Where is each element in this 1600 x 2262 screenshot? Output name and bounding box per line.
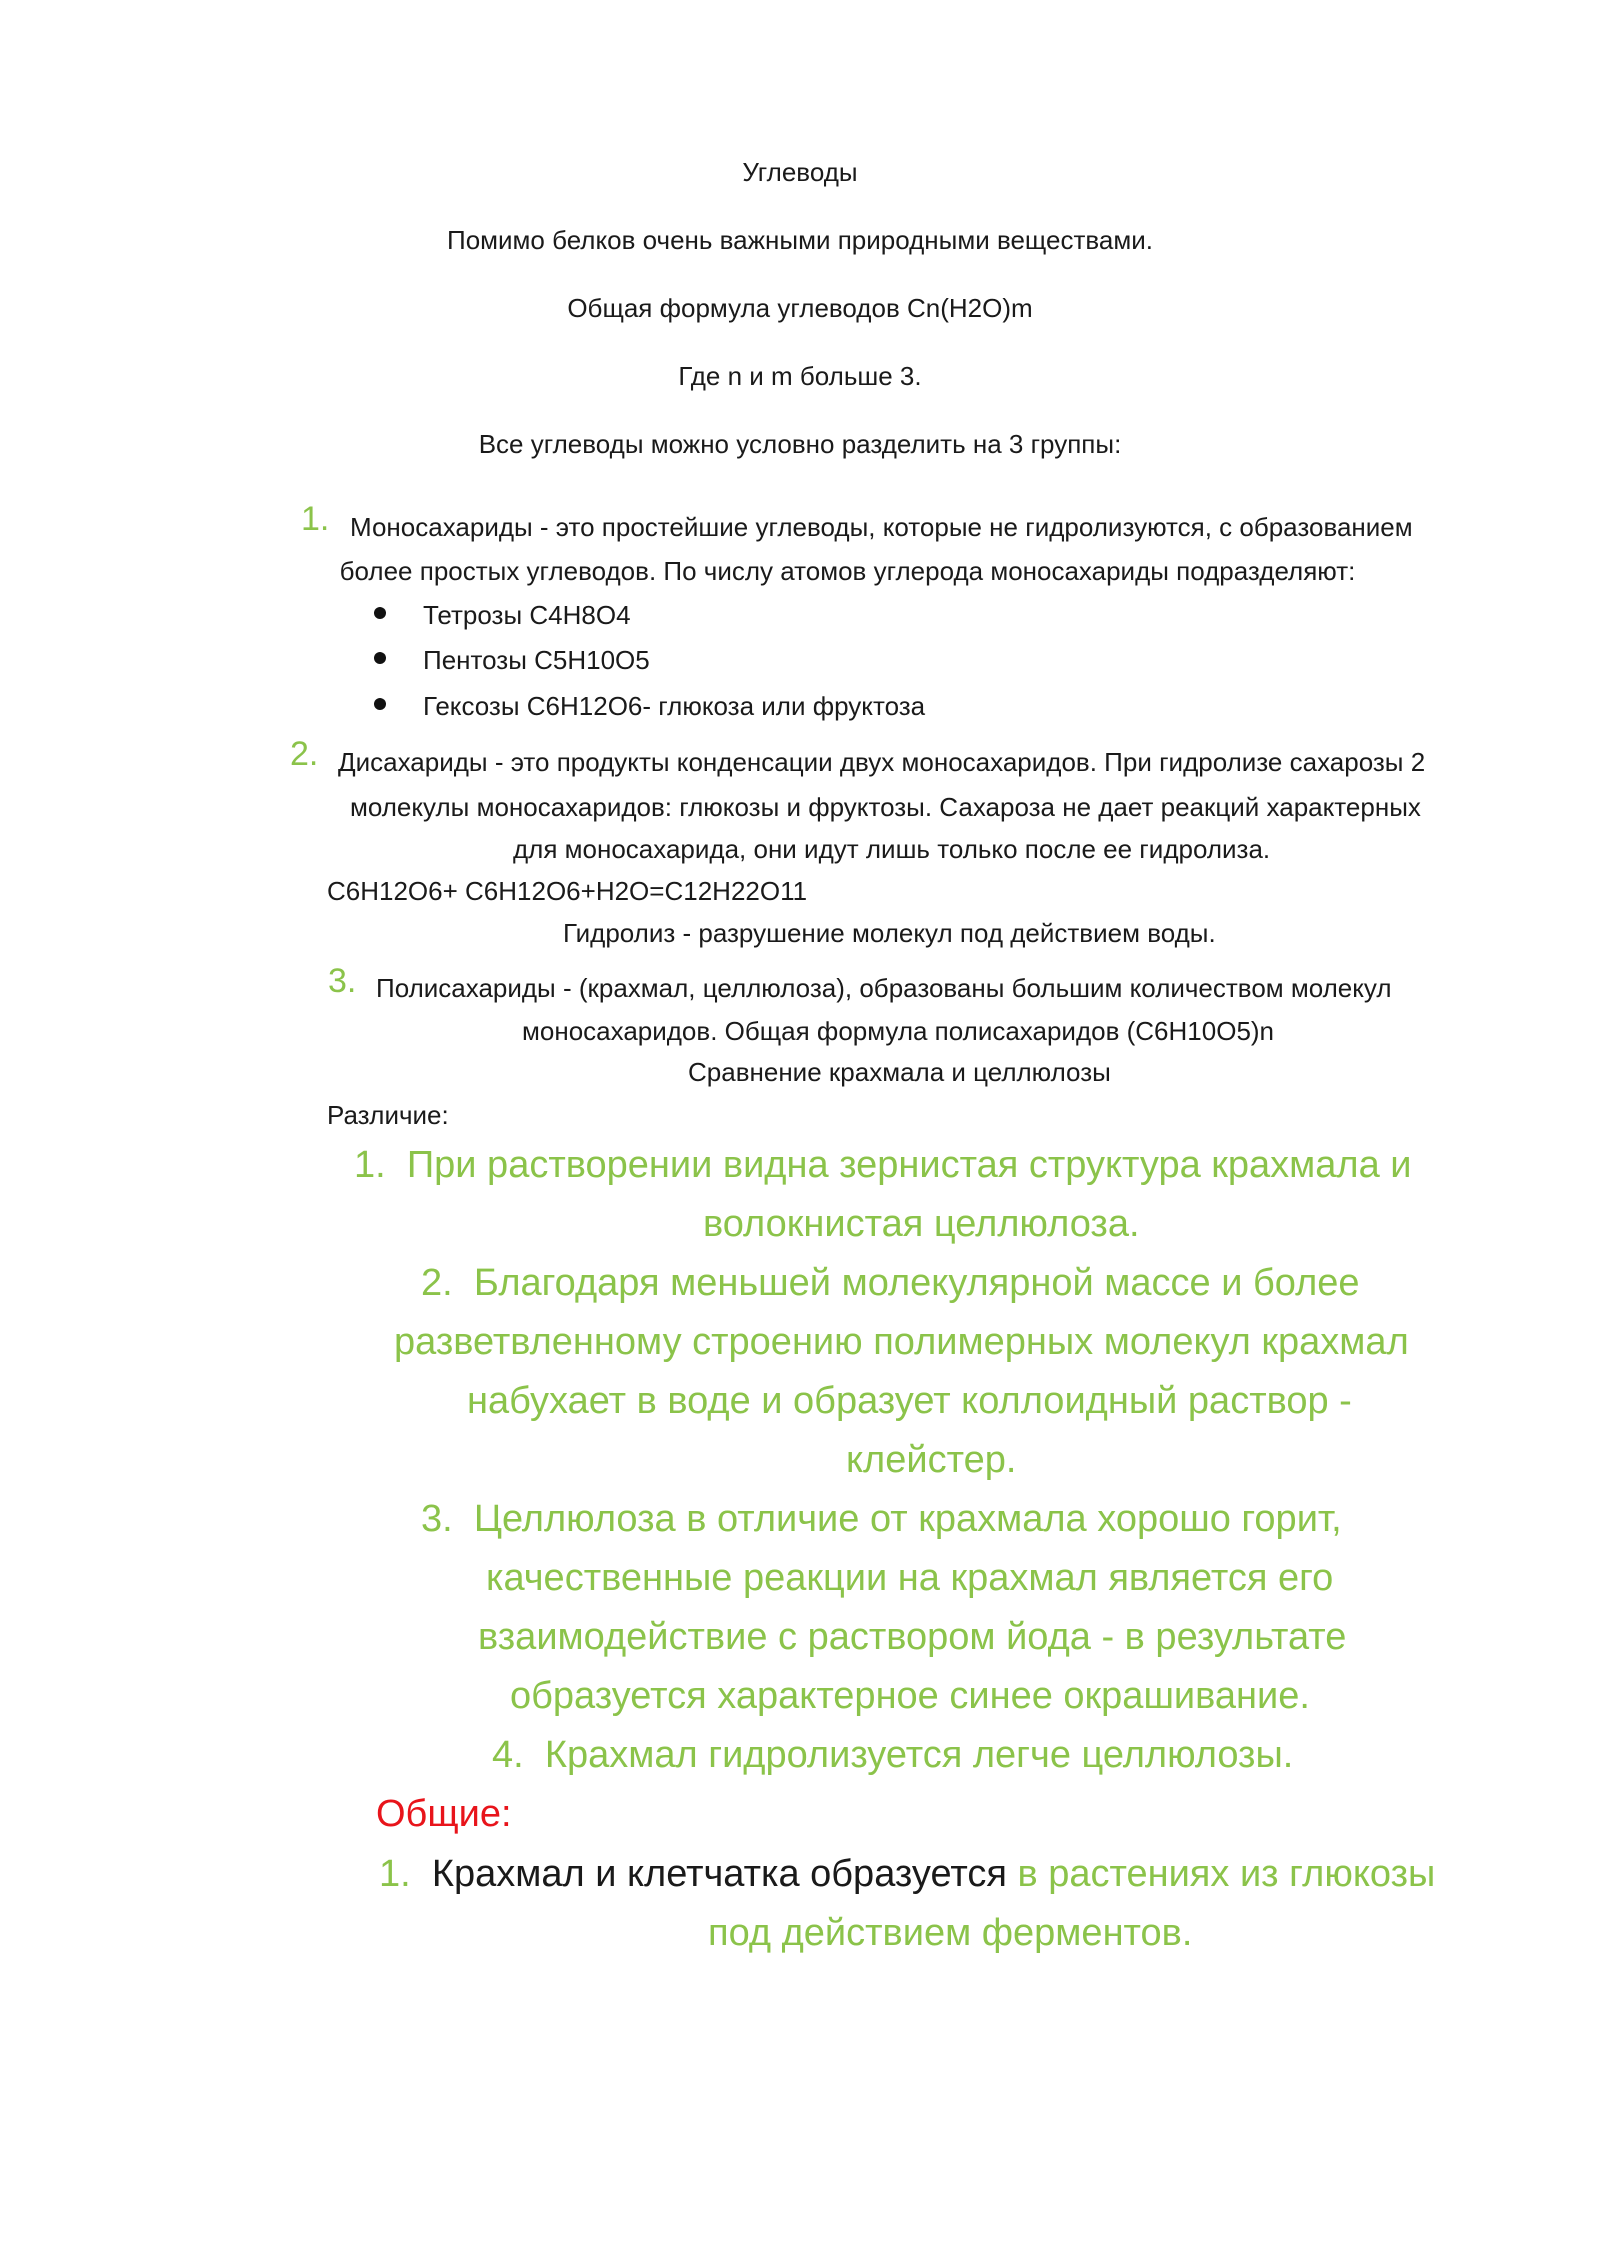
diff-number-3: 3.: [421, 1498, 453, 1540]
diff-1-text-1: При растворении видна зернистая структура крахмала и: [406, 1144, 1412, 1186]
diff-item-3-line-2: качественные реакции на крахмал является его: [486, 1557, 1334, 1599]
common-item-1-line-1: [379, 1845, 1435, 1903]
bullet-hexoses: Гексозы C6H12O6- глюкоза или фруктоза: [423, 691, 926, 721]
common-number-1: 1.: [379, 1853, 411, 1895]
diff-item-2-line-2: разветвленному строению полимерных молекул крахмал: [394, 1321, 1409, 1363]
bullet-icon: [374, 607, 386, 619]
hydrolysis-definition: Гидролиз - разрушение молекул под действием воды.: [563, 918, 1216, 948]
diff-item-3-line-3: взаимодействие с раствором йода - в результате: [478, 1616, 1347, 1658]
diff-number-1: 1.: [354, 1144, 386, 1186]
mono-line-2: более простых углеводов. По числу атомов углерода моносахариды подразделяют:: [339, 556, 1356, 586]
list-number-3: 3.: [328, 962, 357, 1000]
groups-intro: Все углеводы можно условно разделить на 3 группы:: [478, 429, 1122, 459]
common-label: Общие:: [376, 1793, 512, 1835]
poly-line-1: Полисахариды - (крахмал, целлюлоза), образованы большим количеством молекул: [376, 973, 1392, 1003]
di-line-3: для моносахарида, они идут лишь только после ее гидролиза.: [513, 834, 1271, 864]
intro-text: Помимо белков очень важными природными веществами.: [447, 225, 1153, 255]
diff-item-3-line-1: [421, 1490, 1342, 1548]
diff-item-3-line-4: образуется характерное синее окрашивание.: [510, 1675, 1310, 1717]
list-number-2: 2.: [290, 735, 319, 773]
di-line-1: Дисахариды - это продукты конденсации двух моносахаридов. При гидролизе сахарозы 2: [338, 747, 1426, 777]
bullet-icon: [374, 698, 386, 710]
diff-2-text-1: Благодаря меньшей молекулярной массе и более: [473, 1262, 1360, 1304]
list-number-1: 1.: [301, 500, 330, 538]
diff-item-2-line-1: [421, 1254, 1360, 1312]
diff-number-2: 2.: [421, 1262, 453, 1304]
diff-item-2-line-4: клейстер.: [846, 1439, 1017, 1481]
mono-line-1: Моносахариды - это простейшие углеводы, которые не гидролизуются, с образованием: [350, 512, 1413, 542]
diff-item-1-line-1: [354, 1136, 1412, 1194]
bullet-tetroses: Тетрозы C4H8O4: [423, 600, 631, 630]
di-line-2: молекулы моносахаридов: глюкозы и фруктозы. Сахароза не дает реакций характерных: [350, 792, 1421, 822]
diff-3-text-1: Целлюлоза в отличие от крахмала хорошо горит,: [473, 1498, 1342, 1540]
document-title: Углеводы: [742, 157, 858, 187]
where-text: Где n и m больше 3.: [678, 361, 922, 391]
general-formula: Общая формула углеводов Cn(H2O)m: [567, 293, 1033, 323]
di-equation: C6H12O6+ C6H12O6+H2O=C12H22O11: [327, 876, 808, 906]
diff-number-4: 4.: [492, 1734, 524, 1776]
poly-line-2: моносахаридов. Общая формула полисахаридов (C6H10O5)n: [522, 1016, 1275, 1046]
differences-label: Различие:: [327, 1100, 449, 1130]
diff-item-4-line-1: [492, 1726, 1293, 1784]
diff-4-text-1: Крахмал гидролизуется легче целлюлозы.: [544, 1734, 1294, 1776]
common-item-1-line-2: под действием ферментов.: [708, 1912, 1193, 1954]
bullet-icon: [374, 652, 386, 664]
common-black-text: Крахмал и клетчатка образуется: [431, 1853, 1007, 1895]
diff-item-2-line-3: набухает в воде и образует коллоидный раствор -: [467, 1380, 1352, 1422]
bullet-pentoses: Пентозы C5H10O5: [423, 645, 650, 675]
diff-item-1-line-2: волокнистая целлюлоза.: [703, 1203, 1140, 1245]
comparison-title: Сравнение крахмала и целлюлозы: [688, 1057, 1111, 1087]
common-green-text: в растениях из глюкозы: [1017, 1853, 1436, 1895]
